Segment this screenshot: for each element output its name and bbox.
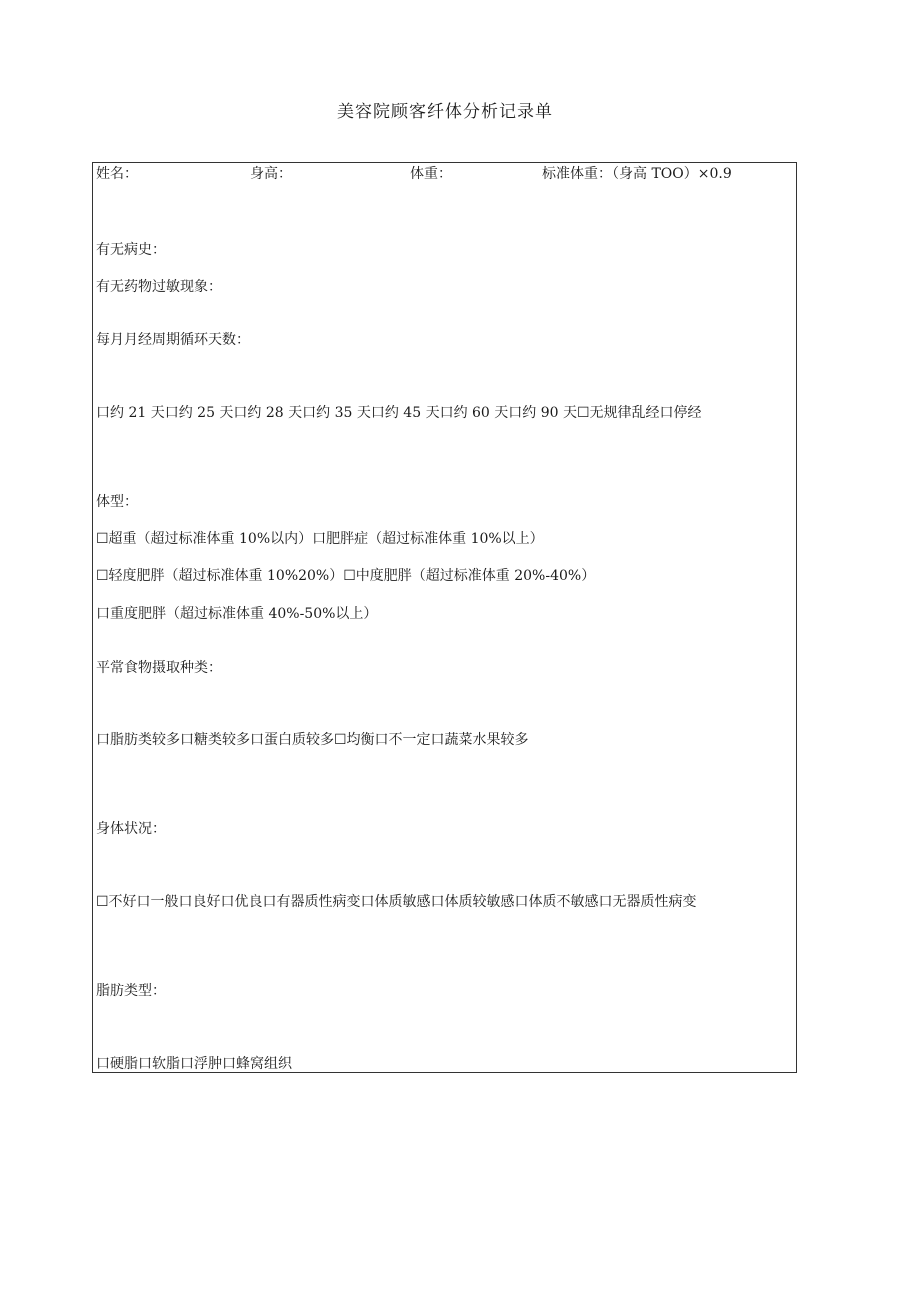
- medical-history-label: 有无病史：: [96, 242, 166, 258]
- fat-type-label: 脂肪类型：: [96, 983, 166, 999]
- fat-type-options[interactable]: 口硬脂口软脂口浮肿口蜂窝组织: [96, 1056, 292, 1072]
- page-title: 美容院顾客纤体分析记录单: [337, 102, 553, 122]
- food-intake-options[interactable]: 口脂肪类较多口糖类较多口蛋白质较多☐均衡口不一定口蔬菜水果较多: [96, 732, 529, 748]
- menstrual-cycle-options[interactable]: 口约 21 天口约 25 天口约 28 天口约 35 天口约 45 天口约 60 天口约 90 天☐无规律乱经口停经: [96, 405, 702, 421]
- food-intake-label: 平常食物摄取种类：: [96, 660, 222, 676]
- standard-weight-label: 标准体重：（身高 TOO）×0.9: [542, 166, 732, 182]
- body-type-options-3[interactable]: 口重度肥胖（超过标准体重 40%-50%以上）: [96, 606, 378, 622]
- name-field-label: 姓名：: [96, 166, 138, 182]
- body-type-options-2[interactable]: ☐轻度肥胖（超过标准体重 10%20%）☐中度肥胖（超过标准体重 20%-40%）: [96, 568, 596, 584]
- menstrual-cycle-label: 每月月经周期循环天数：: [96, 332, 250, 348]
- weight-field-label: 体重：: [410, 166, 452, 182]
- body-type-label: 体型：: [96, 494, 138, 510]
- physical-condition-label: 身体状况：: [96, 821, 166, 837]
- drug-allergy-label: 有无药物过敏现象：: [96, 279, 222, 295]
- body-type-options-1[interactable]: ☐超重（超过标准体重 10%以内）口肥胖症（超过标准体重 10%以上）: [96, 531, 544, 547]
- record-form: [92, 162, 797, 1073]
- height-field-label: 身高：: [250, 166, 292, 182]
- physical-condition-options[interactable]: ☐不好口一般口良好口优良口有器质性病变口体质敏感口体质较敏感口体质不敏感口无器质性病变: [96, 894, 697, 910]
